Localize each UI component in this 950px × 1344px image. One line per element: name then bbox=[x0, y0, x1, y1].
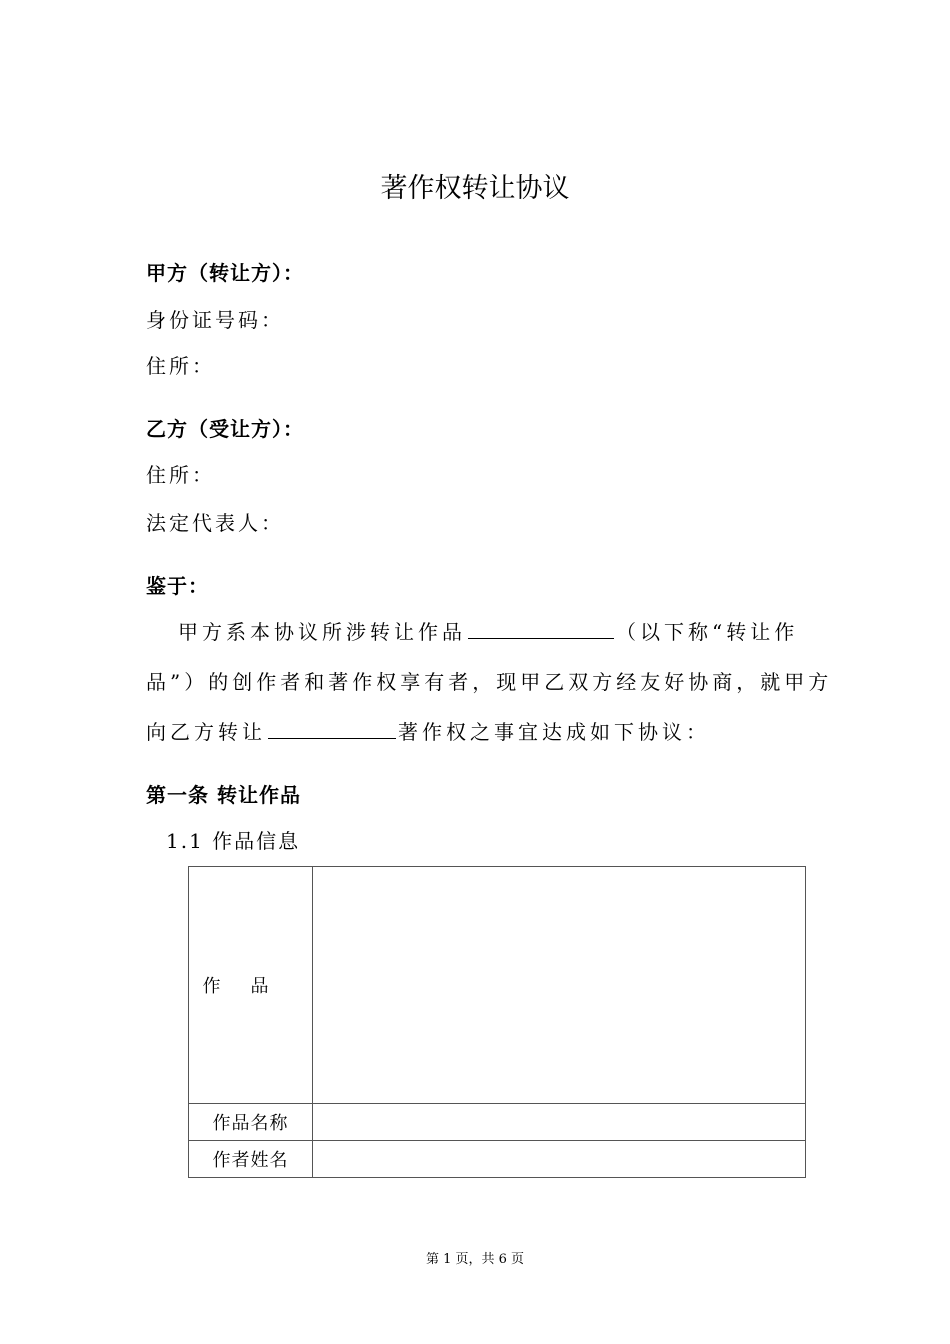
party-b-address-label: 住所： bbox=[146, 463, 215, 487]
recitals-line-1-b: （以下称“转让作 bbox=[616, 620, 799, 644]
party-a-address-label: 住所： bbox=[146, 354, 215, 378]
party-a-id-label: 身份证号码： bbox=[146, 308, 284, 332]
party-b-representative-label: 法定代表人： bbox=[146, 511, 284, 535]
article-1-sub-heading: 1.1 作品信息 bbox=[166, 829, 301, 853]
work-name-value-cell bbox=[313, 1104, 806, 1141]
table-row bbox=[189, 1104, 806, 1141]
work-content-cell bbox=[313, 867, 806, 1104]
document-title: 著作权转让协议 bbox=[380, 173, 570, 204]
work-title-blank bbox=[468, 618, 614, 639]
recitals-heading: 鉴于： bbox=[146, 574, 209, 598]
article-1-heading: 第一条 转让作品 bbox=[146, 783, 301, 807]
author-name-value-cell bbox=[313, 1141, 806, 1178]
table-row bbox=[189, 867, 806, 1104]
recitals-line-1 bbox=[178, 616, 798, 645]
work-name-label-cell: 作品名称 bbox=[189, 1104, 313, 1141]
recitals-line-3 bbox=[146, 716, 710, 745]
party-a-heading: 甲方（转让方）： bbox=[146, 261, 304, 285]
recitals-line-3-b: 著作权之事宜达成如下协议： bbox=[398, 720, 710, 744]
party-b-heading: 乙方（受让方）： bbox=[146, 417, 304, 441]
work-label-cell: 作品 bbox=[189, 867, 313, 1104]
rights-blank bbox=[268, 718, 396, 739]
recitals-line-3-a: 向乙方转让 bbox=[146, 720, 266, 744]
recitals-line-1-a: 甲方系本协议所涉转让作品 bbox=[178, 620, 466, 644]
recitals-line-2: 品”）的创作者和著作权享有者，现甲乙双方经友好协商，就甲方 bbox=[146, 670, 833, 694]
work-info-table bbox=[188, 866, 806, 1178]
page-footer: 第 1 页，共 6 页 bbox=[425, 1252, 525, 1267]
author-name-label-cell: 作者姓名 bbox=[189, 1141, 313, 1178]
table-row bbox=[189, 1141, 806, 1178]
